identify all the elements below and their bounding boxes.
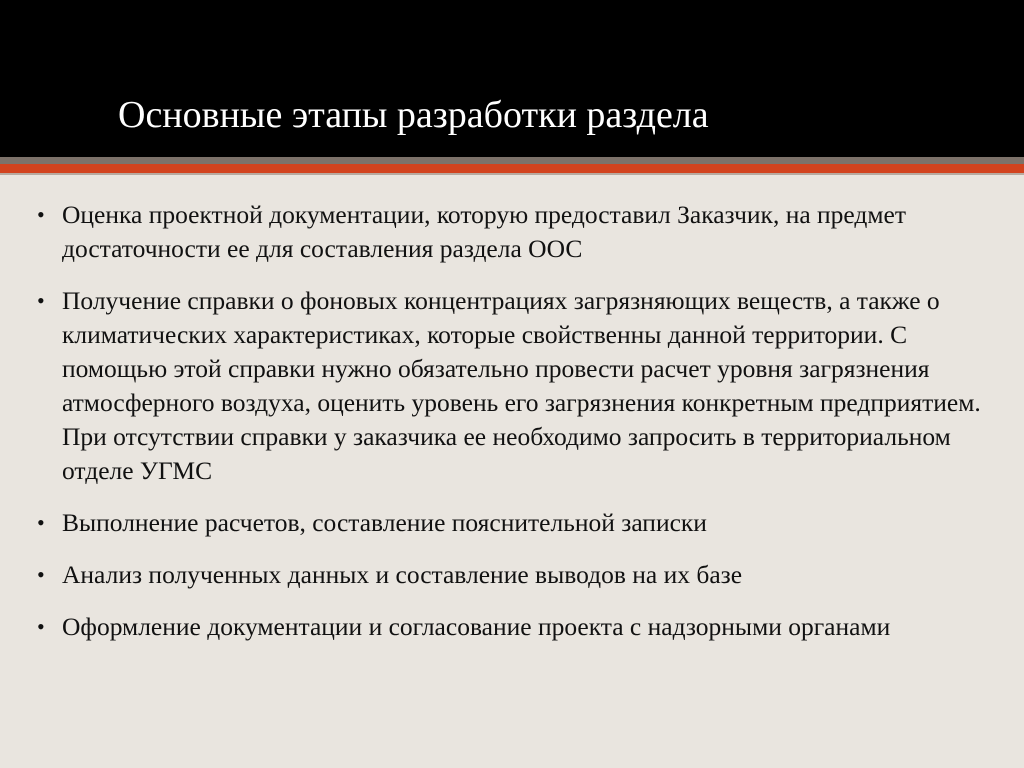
header-divider-red (0, 164, 1024, 173)
slide-header (0, 0, 1024, 157)
slide-content (0, 198, 1024, 662)
bullet-text: Выполнение расчетов, составление пояснительной записки (62, 508, 707, 537)
bullet-text: Анализ полученных данных и составление выводов на их базе (62, 560, 743, 589)
bullet-item (0, 558, 1024, 592)
header-divider-line (0, 173, 1024, 175)
bullet-text: Оформление документации и согласование проекта с надзорными органами (62, 612, 891, 641)
slide-title: Основные этапы разработки раздела (118, 94, 709, 136)
bullet-item (0, 610, 1024, 644)
bullet-item (0, 198, 1024, 266)
bullet-icon: • (37, 202, 45, 227)
bullet-item (0, 284, 1024, 488)
bullet-list (0, 198, 1024, 644)
bullet-icon: • (37, 510, 45, 535)
bullet-text: Оценка проектной документации, которую предоставил Заказчик, на предмет достаточности ее для составления раздела ООС (62, 200, 906, 263)
bullet-icon: • (37, 614, 45, 639)
bullet-icon: • (37, 562, 45, 587)
bullet-item (0, 506, 1024, 540)
bullet-icon: • (37, 288, 45, 313)
bullet-text: Получение справки о фоновых концентрациях загрязняющих веществ, а также о климатических характеристиках, которые свойственны данной территории. С помощью этой справки нужно обязательно провести расчет уровня загрязнения атмосферного воздуха, оценить уровень его загрязнения конкретным предприятием. При отсутствии справки у заказчика ее необходимо запросить в территориальном отделе УГМС (62, 286, 981, 485)
header-divider-gray (0, 157, 1024, 164)
